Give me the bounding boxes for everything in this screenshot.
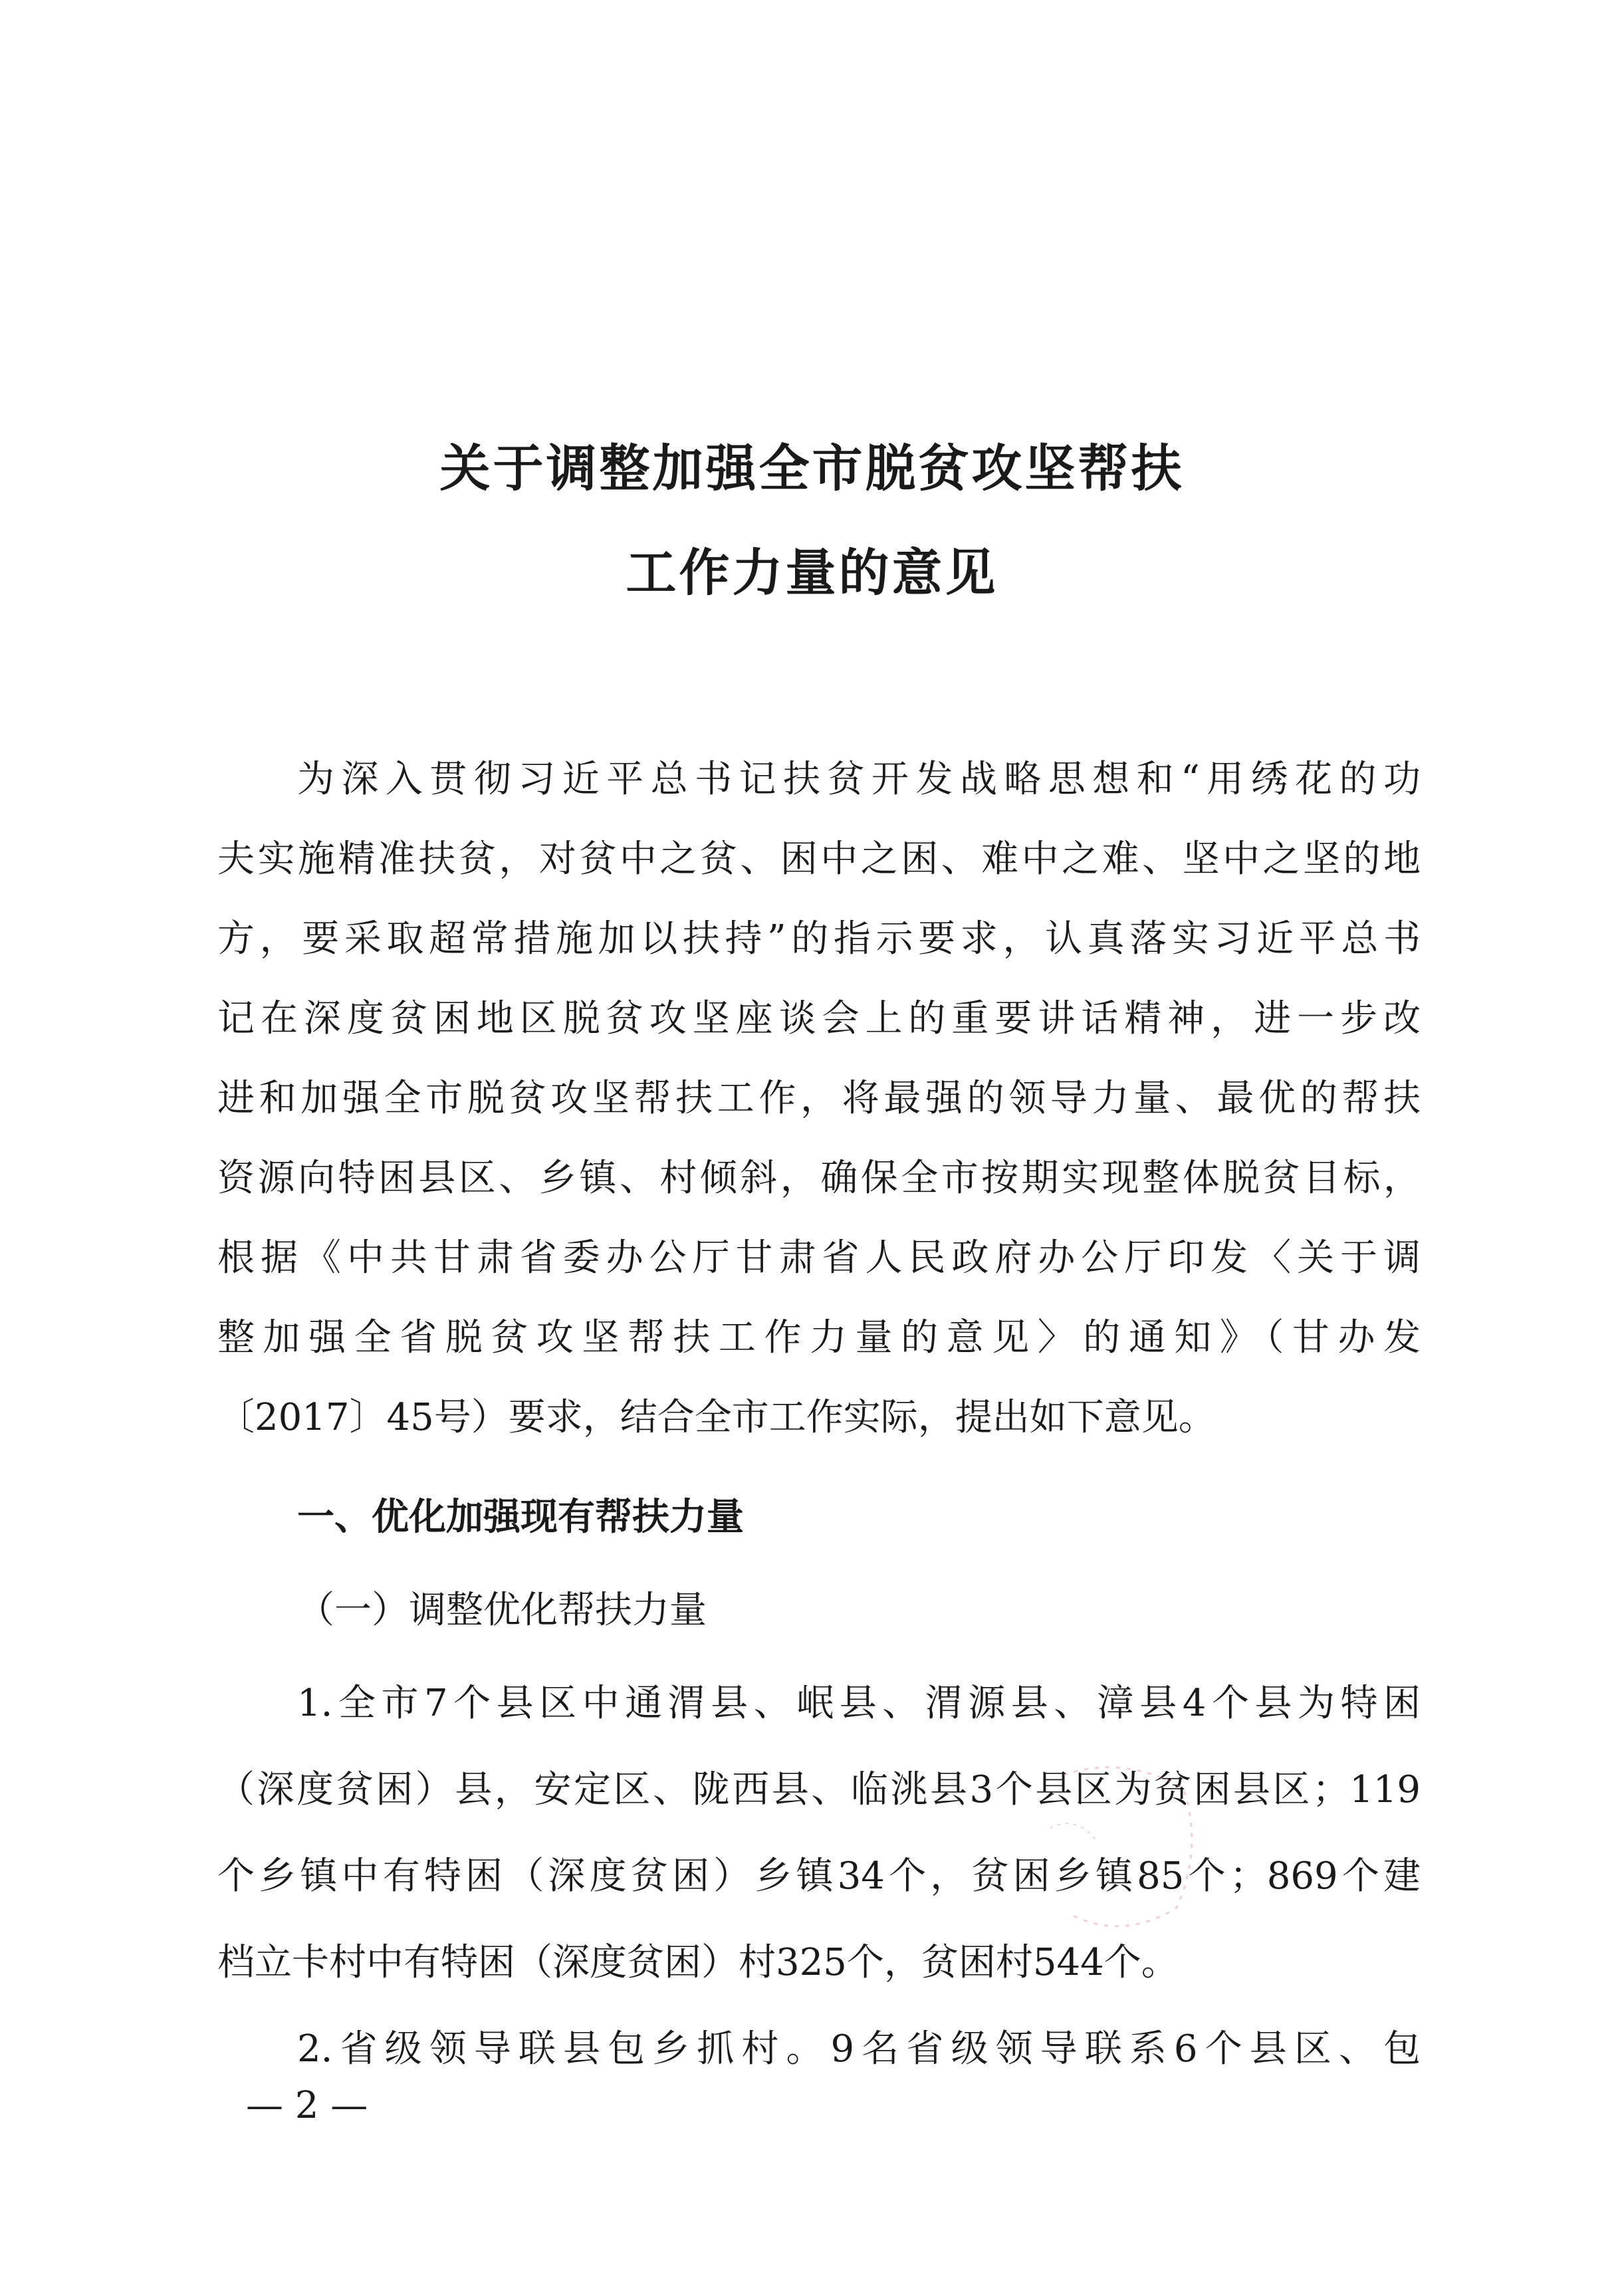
document-title-line-2: 工作力量的意见: [626, 543, 998, 602]
paragraph-line: 夫实施精准扶贫，对贫中之贫、困中之困、难中之难、坚中之坚的地: [217, 838, 1421, 881]
paragraph-line: 档立卡村中有特困（深度贫困）村325个，贫困村544个。: [217, 1941, 1179, 1984]
paragraph-line: 根据《中共甘肃省委办公厅甘肃省人民政府办公厅印发〈关于调: [217, 1236, 1421, 1280]
paragraph-line: 2.省级领导联县包乡抓村。9名省级领导联系6个县区、包: [297, 2027, 1421, 2071]
paragraph-line: 1.全市7个县区中通渭县、岷县、渭源县、漳县4个县为特困: [297, 1682, 1421, 1725]
paragraph-line: 资源向特困县区、乡镇、村倾斜，确保全市按期实现整体脱贫目标，: [217, 1157, 1421, 1200]
paragraph-line: 记在深度贫困地区脱贫攻坚座谈会上的重要讲话精神，进一步改: [217, 997, 1421, 1040]
paragraph-line: 〔2017〕45号）要求，结合全市工作实际，提出如下意见。: [217, 1396, 1216, 1439]
page-number: — 2 —: [246, 2084, 368, 2127]
section-heading: 一、优化加强现有帮扶力量: [297, 1496, 744, 1539]
paragraph-line: 为深入贯彻习近平总书记扶贫开发战略思想和“用绣花的功: [297, 758, 1421, 801]
document-title-line-1: 关于调整加强全市脱贫攻坚帮扶: [439, 439, 1185, 498]
paragraph-line: 方，要采取超常措施加以扶持”的指示要求，认真落实习近平总书: [217, 917, 1421, 961]
seal-stamp-trace: [1037, 1748, 1210, 1948]
subsection-heading: （一）调整优化帮扶力量: [297, 1589, 707, 1632]
paragraph-line: 进和加强全市脱贫攻坚帮扶工作，将最强的领导力量、最优的帮扶: [217, 1077, 1421, 1120]
paragraph-line: 个乡镇中有特困（深度贫困）乡镇34个，贫困乡镇85个；869个建: [217, 1855, 1421, 1898]
paragraph-line: （深度贫困）县，安定区、陇西县、临洮县3个县区为贫困县区；119: [217, 1768, 1421, 1811]
paragraph-line: 整加强全省脱贫攻坚帮扶工作力量的意见〉的通知》（甘办发: [217, 1316, 1421, 1359]
